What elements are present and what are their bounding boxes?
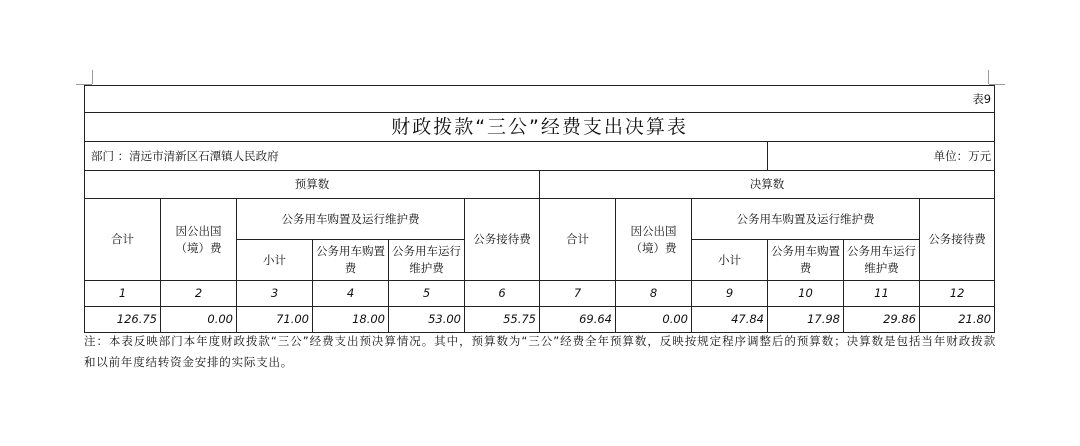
final-reception-header: 公务接待费	[920, 199, 995, 281]
value-cell: 0.00	[161, 307, 237, 333]
final-abroad-header: 因公出国（境）费	[616, 199, 692, 281]
budget-subtotal-header: 小计	[237, 240, 313, 281]
budget-reception-header: 公务接待费	[465, 199, 540, 281]
budget-vehicle-group-header: 公务用车购置及运行维护费	[237, 199, 465, 240]
value-cell: 71.00	[237, 307, 313, 333]
final-vehicle-group-header: 公务用车购置及运行维护费	[692, 199, 920, 240]
crop-mark-right-vertical	[988, 70, 989, 84]
value-cell: 0.00	[616, 307, 692, 333]
budget-vehicle-purchase-header: 公务用车购置费	[313, 240, 389, 281]
column-index-cell: 5	[389, 281, 465, 307]
final-total-header: 合计	[540, 199, 616, 281]
value-cell: 53.00	[389, 307, 465, 333]
final-vehicle-purchase-header: 公务用车购置费	[768, 240, 844, 281]
final-section-header: 决算数	[540, 171, 995, 199]
table-footnote: 注：本表反映部门本年度财政拨款“三公”经费支出预决算情况。其中，预算数为“三公”经费全年预算数，反映按规定程序调整后的预算数；决算数是包括当年财政拨款和以前年度结转资金安排的实际支出。	[84, 334, 996, 369]
column-index-cell: 6	[465, 281, 540, 307]
value-cell: 21.80	[920, 307, 995, 333]
budget-section-header: 预算数	[85, 171, 540, 199]
unit-label: 单位：万元	[768, 142, 995, 171]
column-index-cell: 12	[920, 281, 995, 307]
column-index-row	[85, 281, 995, 307]
value-cell: 47.84	[692, 307, 768, 333]
values-row	[85, 307, 995, 333]
budget-abroad-header: 因公出国（境）费	[161, 199, 237, 281]
table-title: 财政拨款“三公”经费支出决算表	[85, 113, 995, 142]
value-cell: 69.64	[540, 307, 616, 333]
column-index-cell: 2	[161, 281, 237, 307]
value-cell: 126.75	[85, 307, 161, 333]
column-index-cell: 8	[616, 281, 692, 307]
column-index-cell: 11	[844, 281, 920, 307]
value-cell: 55.75	[465, 307, 540, 333]
column-index-cell: 9	[692, 281, 768, 307]
final-vehicle-maintenance-header: 公务用车运行维护费	[844, 240, 920, 281]
three-public-expenses-table	[84, 85, 995, 333]
crop-mark-left-vertical	[92, 70, 93, 84]
column-index-cell: 1	[85, 281, 161, 307]
column-index-cell: 7	[540, 281, 616, 307]
table-number-label: 表9	[85, 86, 995, 113]
column-index-cell: 4	[313, 281, 389, 307]
budget-vehicle-maintenance-header: 公务用车运行维护费	[389, 240, 465, 281]
value-cell: 17.98	[768, 307, 844, 333]
column-index-cell: 10	[768, 281, 844, 307]
value-cell: 29.86	[844, 307, 920, 333]
value-cell: 18.00	[313, 307, 389, 333]
budget-total-header: 合计	[85, 199, 161, 281]
department-label: 部门 ：清远市清新区石潭镇人民政府	[85, 142, 768, 171]
final-subtotal-header: 小计	[692, 240, 768, 281]
column-index-cell: 3	[237, 281, 313, 307]
